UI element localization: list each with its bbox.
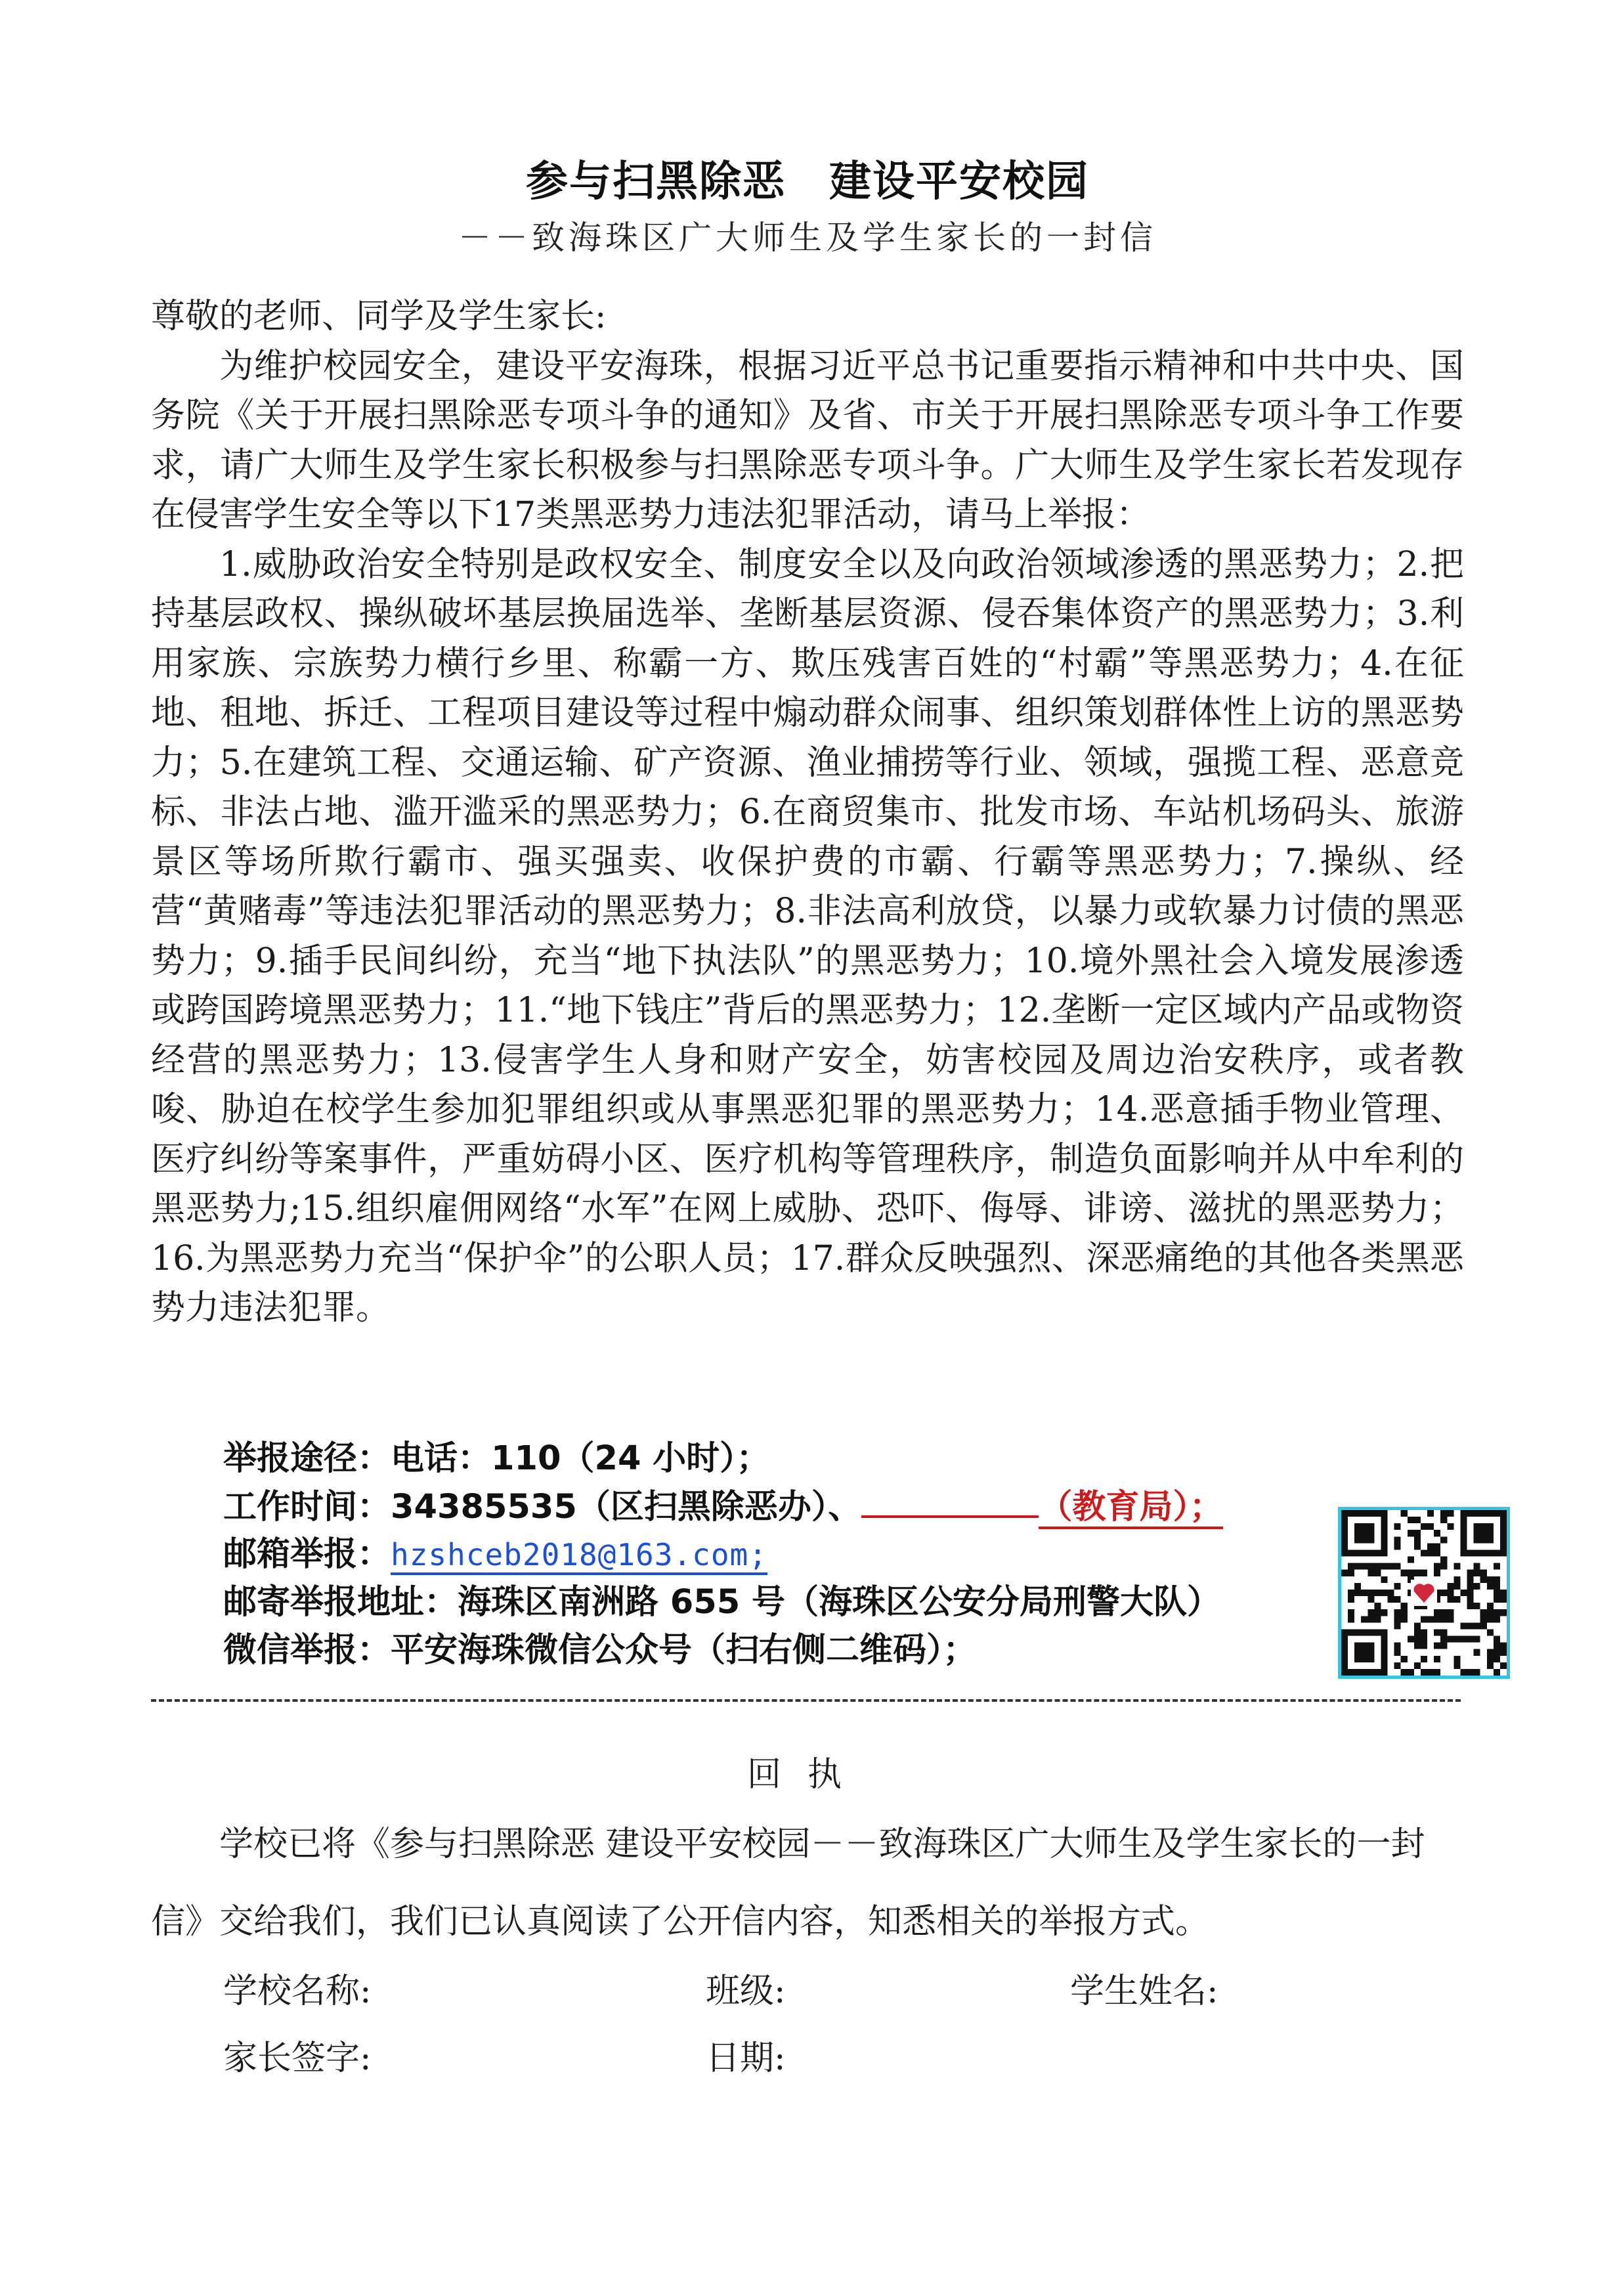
receipt-title: 回执 (746, 1755, 868, 1794)
crime-list-paragraph: 1.威胁政治安全特别是政权安全、制度安全以及向政治领域渗透的黑恶势力；2.把持基层政权、操纵破坏基层换届选举、垄断基层资源、侵吞集体资产的黑恶势力；3.利用家族、宗族势力横行乡里、称霸一方、欺压残害百姓的“村霸”等黑恶势力；4.在征地、租地、拆迁、工程项目建设等过程中煽动群众闹事、组织策划群体性上访的黑恶势力；5.在建筑工程、交通运输、矿产资源、渔业捕捞等行业、领域，强揽工程、恶意竞标、非法占地、滥开滥采的黑恶势力；6.在商贸集市、批发市场、车站机场码头、旅游景区等场所欺行霸市、强买强卖、收保护费的市霸、行霸等黑恶势力；7.操纵、经营“黄赌毒”等违法犯罪活动的黑恶势力；8.非法高利放贷，以暴力或软暴力讨债的黑恶势力；9.插手民间纠纷，充当“地下执法队”的黑恶势力；10.境外黑社会入境发展渗透或跨国跨境黑恶势力；11.“地下钱庄”背后的黑恶势力；12.垄断一定区域内产品或物资经营的黑恶势力；13.侵害学生人身和财产安全，妨害校园及周边治安秩序，或者教唆、胁迫在校学生参加犯罪组织或从事黑恶犯罪的黑恶势力；14.恶意插手物业管理、医疗纠纷等案事件，严重妨碍小区、医疗机构等管理秩序，制造负面影响并从中牟利的黑恶势力;15.组织雇佣网络“水军”在网上威胁、恐吓、侮辱、诽谤、滋扰的黑恶势力；16.为黑恶势力充当“保护伞”的公职人员；17.群众反映强烈、深恶痛绝的其他各类黑恶势力违法犯罪。 (151, 544, 1464, 1328)
receipt-statement: 学校已将《参与扫黑除恶 建设平安校园－－致海珠区广大师生及学生家长的一封信》交给我们，我们已认真阅读了公开信内容，知悉相关的举报方式。 (151, 1825, 1425, 1941)
receipt-body (151, 1806, 1464, 1960)
blank-underline (861, 1483, 1039, 1518)
report-mail-address: 邮寄举报地址：海珠区南洲路 655 号（海珠区公安分局刑警大队） (223, 1583, 1220, 1622)
salutation: 尊敬的老师、同学及学生家长: (151, 297, 607, 336)
class-field: 班级: (706, 1972, 786, 2011)
report-channels (223, 1435, 1352, 1674)
school-name-field: 学校名称: (223, 1972, 372, 2011)
qr-code-graphic (1341, 1510, 1507, 1676)
date-field: 日期: (706, 2039, 786, 2078)
parent-signature-field: 家长签字: (223, 2039, 372, 2078)
cut-line-divider (151, 1699, 1461, 1702)
qr-code-icon (1338, 1507, 1510, 1679)
report-hours-text: 工作时间：34385535（区扫黑除恶办）、 (223, 1488, 862, 1527)
letter-body (151, 292, 1464, 1333)
letter-subtitle: －－致海珠区广大师生及学生家长的一封信 (458, 219, 1157, 257)
report-email-label: 邮箱举报： (223, 1535, 391, 1574)
letter-title: 参与扫黑除恶 建设平安校园 (526, 158, 1089, 206)
intro-paragraph: 为维护校园安全，建设平安海珠，根据习近平总书记重要指示精神和中共中央、国务院《关于开展扫黑除恶专项斗争的通知》及省、市关于开展扫黑除恶专项斗争工作要求，请广大师生及学生家长积极参与扫黑除恶专项斗争。广大师生及学生家长若发现存在侵害学生安全等以下17类黑恶势力违法犯罪活动，请马上举报： (151, 346, 1464, 534)
report-phone: 举报途径：电话：110（24 小时）； (223, 1439, 770, 1478)
report-email (223, 1530, 1352, 1578)
report-hours (223, 1483, 1352, 1530)
student-name-field: 学生姓名: (1070, 1972, 1218, 2011)
education-bureau-label: （教育局）； (1039, 1488, 1223, 1529)
report-wechat: 微信举报：平安海珠微信公众号（扫右侧二维码）； (223, 1631, 977, 1670)
email-link[interactable]: hzshceb2018@163.com; (391, 1537, 767, 1575)
